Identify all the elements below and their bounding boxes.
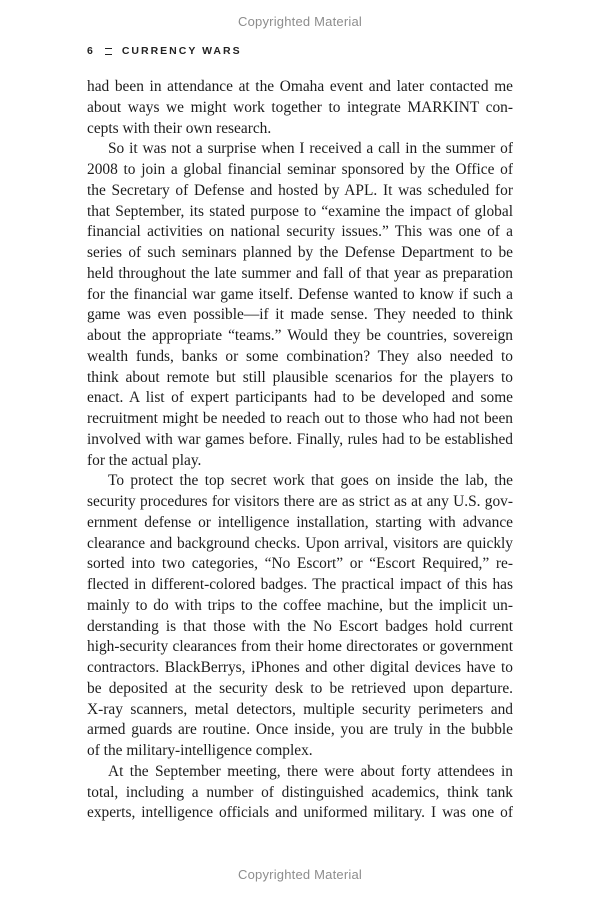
watermark-top: Copyrighted Material (238, 14, 362, 29)
watermark-bottom: Copyrighted Material (238, 867, 362, 882)
text-line: held throughout the late summer and fall of that year as preparation (87, 264, 513, 282)
text-line: had been in attendance at the Omaha event and later contacted me (87, 78, 513, 95)
text-line: security procedures for visitors there are as strict as at any U.S. gov- (87, 493, 513, 510)
text-line: the Secretary of Defense and hosted by APL. It was scheduled for (87, 181, 513, 199)
page-number: 6 (87, 45, 95, 57)
text-line: X-ray scanners, metal detectors, multiple security perimeters and (87, 700, 513, 718)
text-line: series of such seminars planned by the Defense Department to be (87, 244, 513, 261)
text-line: cepts with their own research. (87, 119, 272, 137)
text-line: game was even possible—if it made sense. They needed to think (87, 306, 513, 324)
text-line: To protect the top secret work that goes on inside the lab, the (108, 472, 513, 490)
text-line: for the financial war game itself. Defense wanted to know if such a (87, 285, 513, 303)
text-line: ernment defense or intelligence installation, starting with advance (87, 513, 513, 531)
text-line: about the appropriate “teams.” Would they be countries, sovereign (87, 327, 513, 344)
running-head (87, 45, 242, 57)
text-line: mainly to do with trips to the coffee machine, but the implicit un- (87, 596, 513, 614)
text-line: recruitment might be needed to reach out to those who had not been (87, 410, 513, 427)
text-line: flected in different-colored badges. The practical impact of this has (87, 576, 513, 593)
text-line: be deposited at the security desk to be retrieved upon departure. (87, 679, 513, 697)
text-line: high-security clearances from their home directorates or government (87, 638, 513, 656)
book-title: CURRENCY WARS (121, 45, 242, 57)
body-text (87, 77, 513, 824)
text-line: enact. A list of expert participants had to be developed and some (87, 389, 513, 407)
text-line: So it was not a surprise when I received a call in the summer of (108, 140, 513, 158)
text-line: think about remote but still plausible scenarios for the players to (87, 368, 513, 386)
text-line: contractors. BlackBerrys, iPhones and other digital devices have to (87, 659, 513, 676)
text-line: derstanding is that those with the No Escort badges hold current (87, 617, 513, 635)
text-line: At the September meeting, there were about forty attendees in (108, 762, 513, 780)
text-line: that September, its stated purpose to “examine the impact of global (87, 202, 513, 220)
text-line: total, including a number of distinguished academics, think tank (87, 783, 513, 801)
text-line: wealth funds, banks or some combination? They also needed to (87, 347, 513, 365)
text-line: experts, intelligence officials and uniformed military. I was one of (87, 804, 513, 822)
text-line: about ways we might work together to integrate MARKINT con- (87, 98, 513, 116)
text-line: clearance and background checks. Upon arrival, visitors are quickly (87, 534, 513, 552)
separator-icon (105, 48, 112, 55)
text-line: involved with war games before. Finally, rules had to be established (87, 430, 513, 448)
text-line: for the actual play. (87, 451, 202, 469)
text-line: 2008 to join a global financial seminar sponsored by the Office of (87, 161, 513, 178)
text-line: financial activities on national security issues.” This was one of a (87, 223, 513, 241)
text-line: of the military-intelligence complex. (87, 742, 313, 759)
text-line: armed guards are routine. Once inside, you are truly in the bubble (87, 721, 513, 739)
text-line: sorted into two categories, “No Escort” or “Escort Required,” re- (87, 555, 513, 573)
